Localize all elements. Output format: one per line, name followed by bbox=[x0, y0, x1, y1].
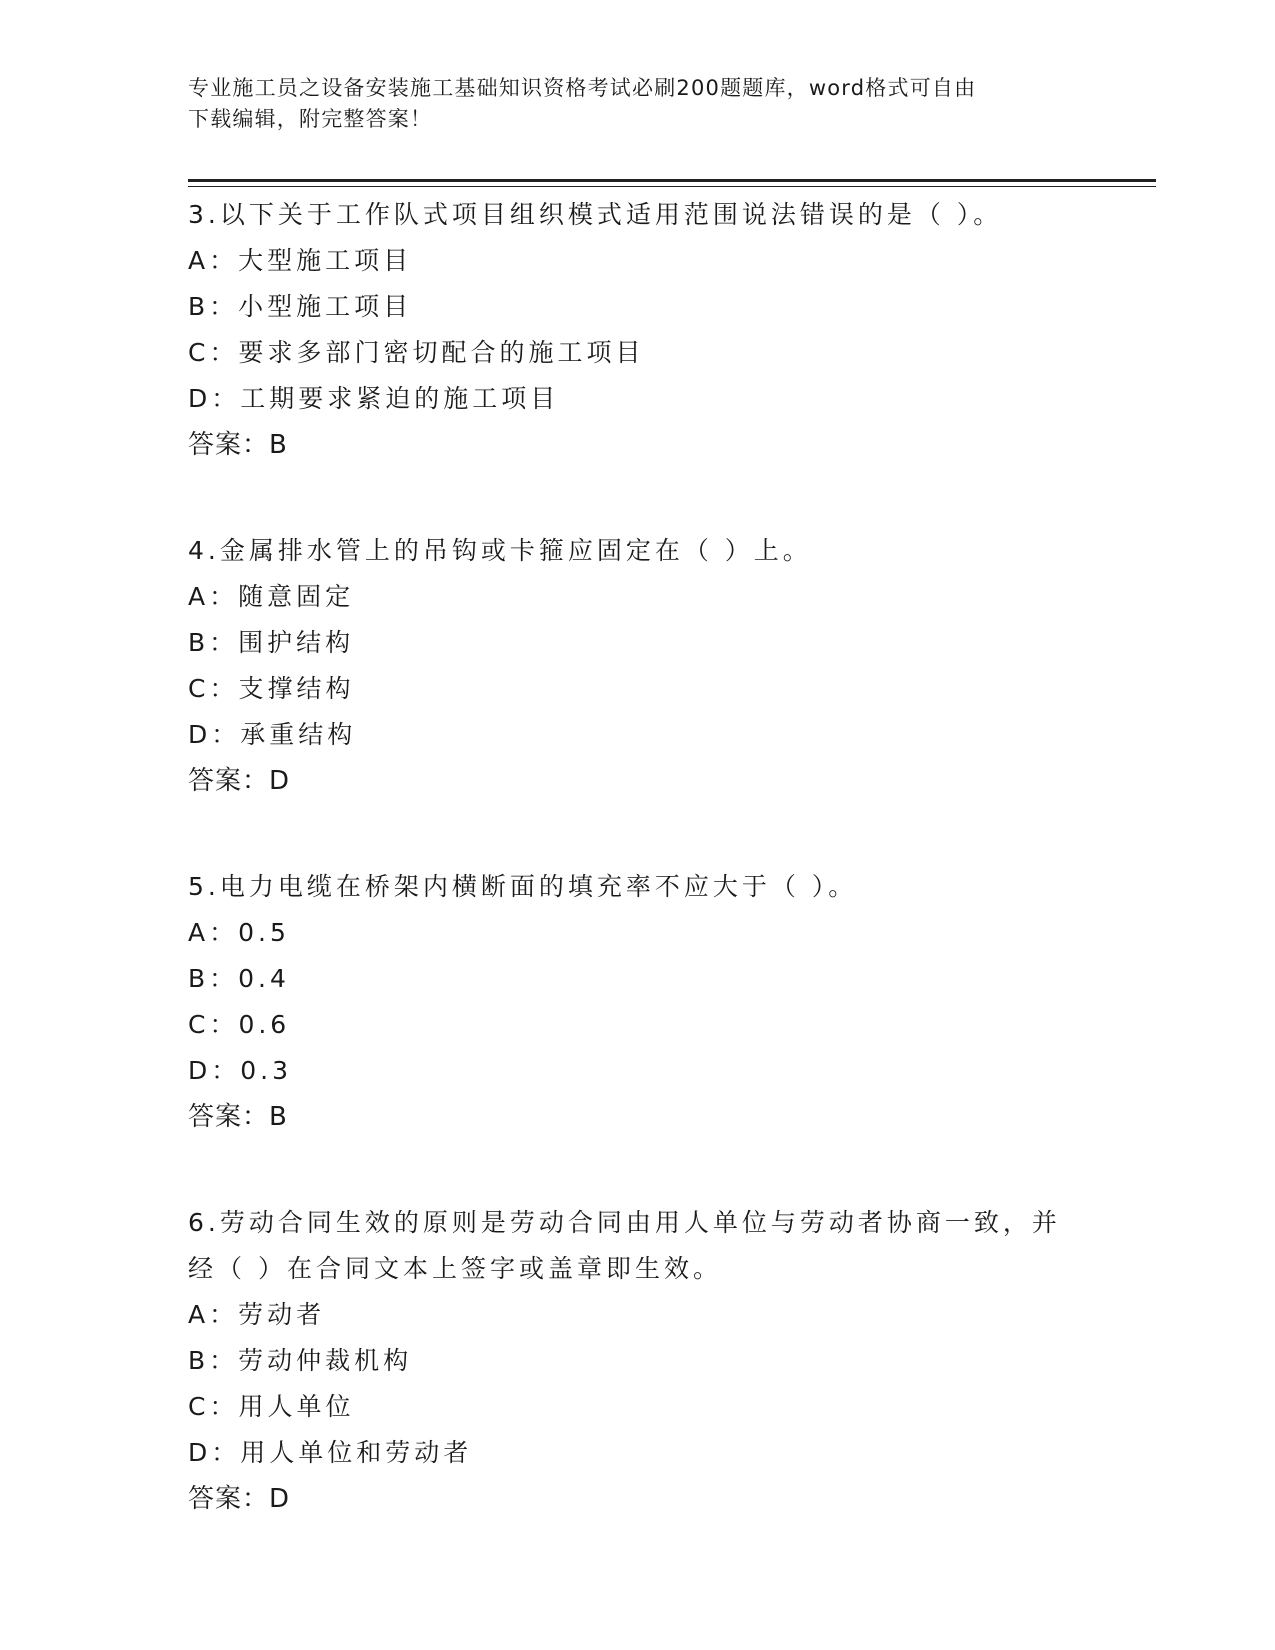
option-d: D：承重结构 bbox=[188, 720, 357, 749]
answer: 答案：D bbox=[188, 766, 291, 796]
option-c: C：支撑结构 bbox=[188, 674, 355, 703]
header-line-1: 专业施工员之设备安装施工基础知识资格考试必刷200题题库，word格式可自由 bbox=[188, 76, 977, 100]
option-d: D：0.3 bbox=[188, 1056, 293, 1085]
option-b: B：0.4 bbox=[188, 964, 290, 993]
document-header bbox=[188, 73, 1068, 135]
header-line-2: 下载编辑，附完整答案！ bbox=[188, 107, 433, 131]
question-stem-line-2: 经（ ）在合同文本上签字或盖章即生效。 bbox=[188, 1254, 722, 1283]
question-5 bbox=[188, 864, 1068, 1140]
header-rule-thin bbox=[188, 186, 1156, 187]
option-a: A：大型施工项目 bbox=[188, 246, 413, 275]
option-a: A：0.5 bbox=[188, 918, 290, 947]
option-c: C：用人单位 bbox=[188, 1392, 355, 1421]
answer: 答案：B bbox=[188, 430, 288, 460]
option-a: A：随意固定 bbox=[188, 582, 355, 611]
header-rule-thick bbox=[188, 179, 1156, 182]
question-4 bbox=[188, 528, 1068, 804]
question-6 bbox=[188, 1200, 1068, 1522]
question-list bbox=[188, 192, 1068, 1582]
question-stem: 5.电力电缆在桥架内横断面的填充率不应大于（ ）。 bbox=[188, 872, 858, 901]
option-c: C：要求多部门密切配合的施工项目 bbox=[188, 338, 645, 367]
answer: 答案：D bbox=[188, 1484, 291, 1514]
option-b: B：劳动仲裁机构 bbox=[188, 1346, 413, 1375]
question-stem-line-1: 6.劳动合同生效的原则是劳动合同由用人单位与劳动者协商一致，并 bbox=[188, 1208, 1061, 1237]
option-d: D：工期要求紧迫的施工项目 bbox=[188, 384, 560, 413]
option-d: D：用人单位和劳动者 bbox=[188, 1438, 473, 1467]
option-a: A：劳动者 bbox=[188, 1300, 326, 1329]
option-c: C：0.6 bbox=[188, 1010, 291, 1039]
question-stem: 4.金属排水管上的吊钩或卡箍应固定在（ ）上。 bbox=[188, 536, 812, 565]
option-b: B：小型施工项目 bbox=[188, 292, 413, 321]
question-stem: 3.以下关于工作队式项目组织模式适用范围说法错误的是（ ）。 bbox=[188, 200, 1003, 229]
answer: 答案：B bbox=[188, 1102, 288, 1132]
option-b: B：围护结构 bbox=[188, 628, 355, 657]
question-3 bbox=[188, 192, 1068, 468]
